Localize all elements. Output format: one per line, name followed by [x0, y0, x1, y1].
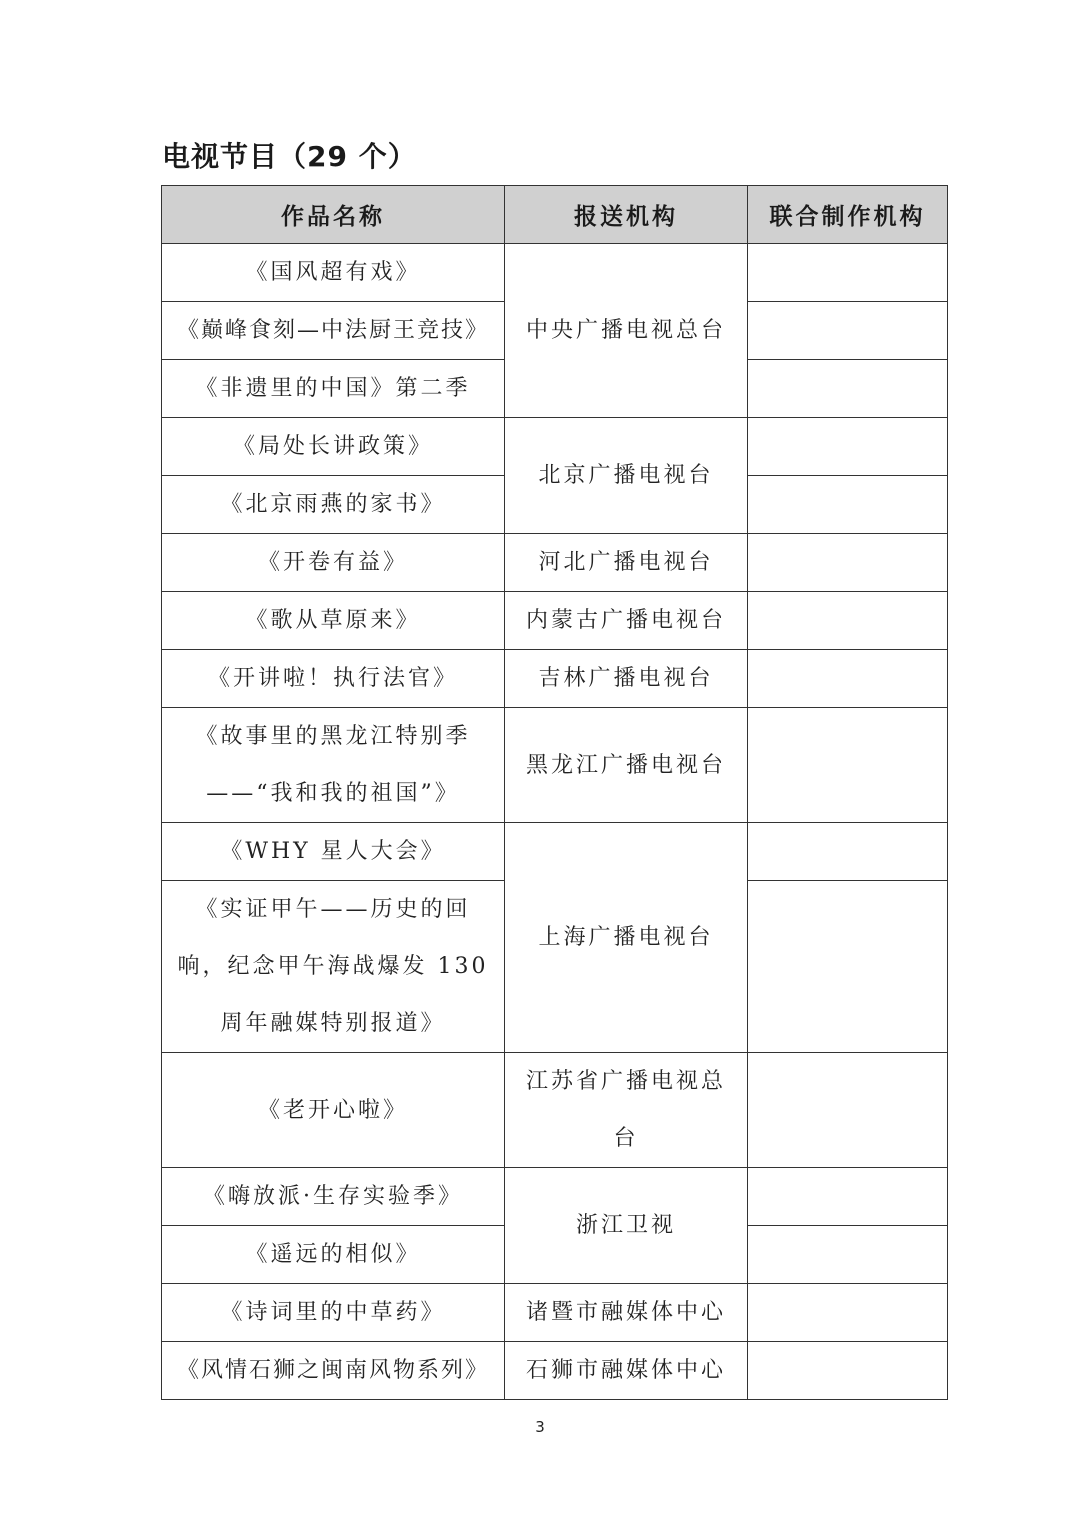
cell-title: 《巅峰食刻—中法厨王竞技》	[162, 302, 505, 360]
cell-title: 《开卷有益》	[162, 534, 505, 592]
cell-coop	[748, 534, 948, 592]
header-title: 作品名称	[162, 186, 505, 244]
cell-title: 《歌从草原来》	[162, 592, 505, 650]
table-row	[162, 1168, 948, 1226]
cell-org: 内蒙古广播电视台	[505, 592, 748, 650]
header-coop: 联合制作机构	[748, 186, 948, 244]
header-org: 报送机构	[505, 186, 748, 244]
cell-title: 《故事里的黑龙江特别季——“我和我的祖国”》	[162, 708, 505, 823]
page-number: 3	[535, 1418, 545, 1436]
cell-title: 《风情石狮之闽南风物系列》	[162, 1342, 505, 1400]
cell-org: 黑龙江广播电视台	[505, 708, 748, 823]
cell-title: 《国风超有戏》	[162, 244, 505, 302]
cell-coop	[748, 650, 948, 708]
cell-org: 江苏省广播电视总台	[505, 1053, 748, 1168]
cell-org: 上海广播电视台	[505, 823, 748, 1053]
cell-coop	[748, 708, 948, 823]
cell-coop	[748, 1226, 948, 1284]
cell-title: 《老开心啦》	[162, 1053, 505, 1168]
cell-org: 石狮市融媒体中心	[505, 1342, 748, 1400]
cell-title: 《局处长讲政策》	[162, 418, 505, 476]
cell-title: 《实证甲午——历史的回响，纪念甲午海战爆发 130 周年融媒特别报道》	[162, 881, 505, 1053]
cell-org: 吉林广播电视台	[505, 650, 748, 708]
table-row	[162, 418, 948, 476]
cell-coop	[748, 418, 948, 476]
cell-title: 《遥远的相似》	[162, 1226, 505, 1284]
cell-org: 诸暨市融媒体中心	[505, 1284, 748, 1342]
section-title: 电视节目（29 个）	[162, 140, 417, 173]
cell-org: 北京广播电视台	[505, 418, 748, 534]
table-row	[162, 592, 948, 650]
cell-coop	[748, 592, 948, 650]
cell-org: 河北广播电视台	[505, 534, 748, 592]
cell-coop	[748, 360, 948, 418]
cell-coop	[748, 1053, 948, 1168]
cell-coop	[748, 823, 948, 881]
cell-coop	[748, 1168, 948, 1226]
table-row	[162, 650, 948, 708]
cell-coop	[748, 1342, 948, 1400]
cell-title: 《嗨放派·生存实验季》	[162, 1168, 505, 1226]
table-row	[162, 1284, 948, 1342]
cell-title: 《非遗里的中国》第二季	[162, 360, 505, 418]
cell-org: 浙江卫视	[505, 1168, 748, 1284]
table-row	[162, 708, 948, 823]
table-row	[162, 823, 948, 881]
cell-title: 《北京雨燕的家书》	[162, 476, 505, 534]
cell-coop	[748, 244, 948, 302]
programs-table	[161, 185, 948, 1400]
cell-coop	[748, 476, 948, 534]
cell-org: 中央广播电视总台	[505, 244, 748, 418]
table-row	[162, 1053, 948, 1168]
table-row	[162, 534, 948, 592]
cell-coop	[748, 302, 948, 360]
cell-title: 《诗词里的中草药》	[162, 1284, 505, 1342]
cell-coop	[748, 1284, 948, 1342]
table-row	[162, 1342, 948, 1400]
table-row	[162, 244, 948, 302]
cell-title: 《WHY 星人大会》	[162, 823, 505, 881]
table-header-row	[162, 186, 948, 244]
cell-title: 《开讲啦！执行法官》	[162, 650, 505, 708]
cell-coop	[748, 881, 948, 1053]
